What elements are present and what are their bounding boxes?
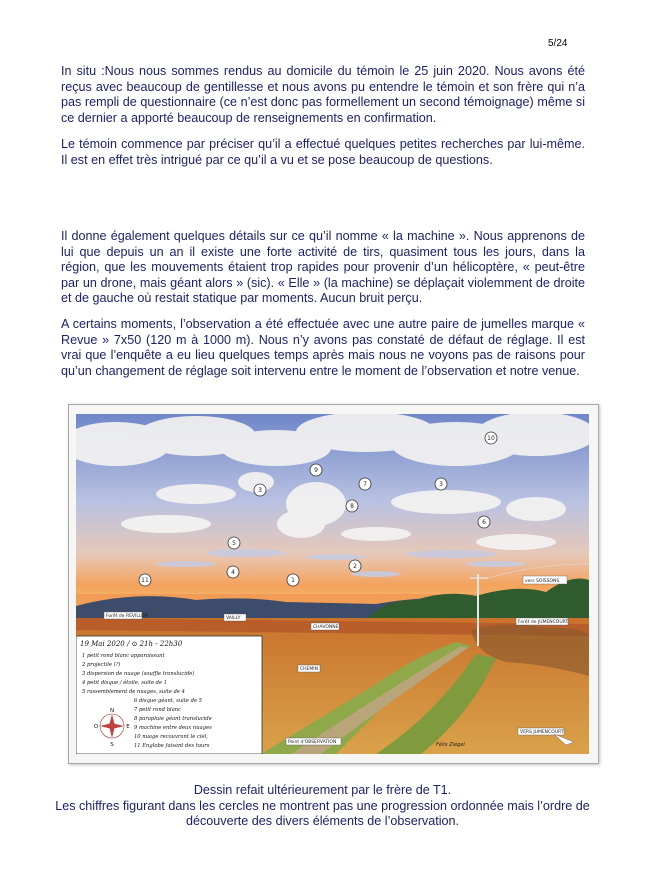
- svg-text:11: 11: [141, 577, 149, 584]
- svg-text:Point d'OBSERVATION: Point d'OBSERVATION: [288, 740, 337, 745]
- svg-text:8: 8: [350, 503, 354, 510]
- label-vers-soissons: [523, 576, 567, 584]
- paragraph-recherches: Le témoin commence par préciser qu’il a effectué quelques petites recherches par lui-même. Il est en effet très intrigué par ce qu’il a vu et se pose beaucoup de questions.: [61, 137, 585, 167]
- paragraph-jumelles: A certains moments, l’observation a été effectuée avec une autre paire de jumelles marque « Revue » 7x50 (120 m à 1000 m). Nous n’y avons pas constaté de défaut de réglage. Il est vrai que l’enquête a eu lieu quelques temps après mais nous ne voyons pas de raisons pour qu’un changement de réglage soit intervenu entre le moment de l’observation et notre venue.: [61, 317, 585, 378]
- legend-item: 10 nuage recouvrant le ciel,: [134, 734, 208, 740]
- svg-text:1: 1: [291, 577, 295, 584]
- svg-text:9: 9: [314, 467, 318, 474]
- circle-marker-4: [227, 566, 239, 578]
- circle-marker-1: [287, 574, 299, 586]
- svg-text:E: E: [126, 724, 130, 730]
- legend-item: 2 projectile (?): [82, 662, 121, 668]
- paragraph-in-situ: In situ :Nous nous sommes rendus au domicile du témoin le 25 juin 2020. Nous avons été reçus avec beaucoup de gentillesse et nous avons pu entendre le témoin et son frère qui n’a pas rempli de questionnaire (ce n’est donc pas formellement un second témoignage) même si ce dernier a apporté beaucoup de renseignements en confirmation.: [61, 64, 585, 125]
- circle-marker-2: [349, 560, 361, 572]
- circle-marker-7: [359, 478, 371, 490]
- legend-item: 9 machine entre deux nuages: [134, 725, 212, 731]
- circle-marker-3b: [435, 478, 447, 490]
- legend-item: 5 rassemblement de nuages, suite de 4: [82, 689, 185, 695]
- circle-marker-11: [139, 574, 151, 586]
- circle-marker-6: [478, 516, 490, 528]
- drawing-figure: [68, 404, 599, 764]
- paragraph-machine: Il donne également quelques détails sur ce qu’il nomme « la machine ». Nous apprenons de lui que depuis un an il existe une forte activité de tirs, quasiment tous les jours, dans la région, que les mouvements étaient trop rapides pour provenir d’un hélicoptère, « peut-être par un drone, mais géant alors » (sic). « Elle » (la machine) se déplaçait violemment de droite et de gauche où restait statique par moments. Aucun bruit perçu.: [61, 229, 585, 306]
- svg-text:VERS JUMENCOURT: VERS JUMENCOURT: [520, 730, 564, 735]
- artist-signature: Félix Ziégel: [436, 742, 465, 748]
- circle-marker-3a: [254, 484, 266, 496]
- svg-text:3: 3: [439, 481, 443, 488]
- label-vers-jumencourt: [518, 728, 564, 735]
- svg-text:vers SOISSONS: vers SOISSONS: [525, 579, 560, 584]
- circle-marker-9: [310, 464, 322, 476]
- circle-marker-8: [346, 500, 358, 512]
- label-foret-jumencourt: [516, 618, 568, 625]
- legend-item: 3 dispersion de nuage (souffle translucide): [82, 671, 195, 677]
- svg-text:5: 5: [232, 540, 236, 547]
- svg-text:N: N: [109, 708, 115, 714]
- svg-text:10: 10: [487, 435, 495, 442]
- legend-item: 6 disque géant, suite de 5: [134, 698, 202, 704]
- circle-marker-5: [228, 537, 240, 549]
- legend-item: 11 Englobe faisant des tours: [134, 743, 210, 749]
- legend-title: 19 Mai 2020 / ⊙ 21h - 22h30: [80, 640, 183, 648]
- legend-item: 7 petit rond blanc: [134, 707, 182, 713]
- svg-text:CHEMIN: CHEMIN: [300, 667, 318, 672]
- svg-text:Forêt de REVILLON: Forêt de REVILLON: [106, 614, 149, 619]
- svg-text:3: 3: [258, 487, 262, 494]
- svg-text:7: 7: [363, 481, 367, 488]
- legend-item: 8 parapluie géant translucide: [134, 716, 212, 722]
- legend-item: 1 petit rond blanc apparaissant: [82, 653, 165, 659]
- svg-text:VAILLY: VAILLY: [226, 616, 241, 621]
- label-point-observation: [286, 738, 341, 745]
- circle-marker-10: [485, 432, 497, 444]
- svg-text:Forêt de JUMENCOURT: Forêt de JUMENCOURT: [518, 620, 569, 625]
- svg-text:2: 2: [353, 563, 357, 570]
- svg-text:4: 4: [231, 569, 235, 576]
- landscape-drawing: [76, 414, 589, 754]
- svg-text:S: S: [110, 742, 114, 748]
- label-chemin: [298, 665, 320, 672]
- svg-text:6: 6: [482, 519, 486, 526]
- legend-item: 4 petit disque / étoile, suite de 1: [82, 680, 168, 686]
- label-foret-revillon: [104, 612, 148, 619]
- legend-panel: [76, 636, 262, 754]
- svg-text:O: O: [93, 724, 99, 730]
- label-chavonne: [311, 623, 339, 630]
- caption-line-1: Dessin refait ultérieurement par le frère de T1.: [193, 783, 452, 797]
- svg-text:CHAVONNE: CHAVONNE: [313, 625, 339, 630]
- page-number: 5/24: [548, 38, 568, 49]
- caption-line-2: Les chiffres figurant dans les cercles ne montrent pas une progression ordonnée mais l’ordre de découverte des divers éléments de l’observation.: [55, 799, 590, 828]
- label-vailly: [224, 614, 246, 621]
